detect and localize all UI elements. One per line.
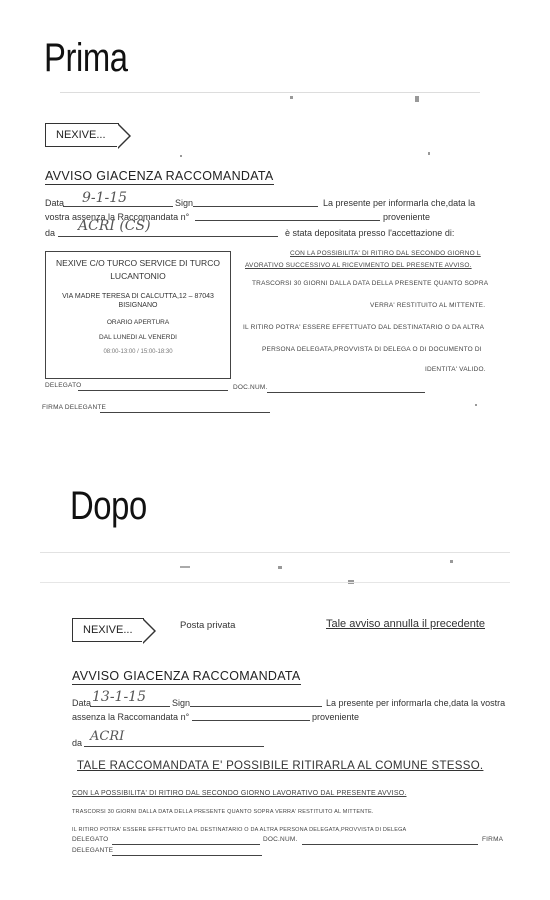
docnum-label: DOC.NUM.: [233, 384, 268, 391]
note-4: VERRA' RESTITUITO AL MITTENTE.: [370, 302, 486, 309]
data-label-dopo: Data: [72, 698, 92, 708]
assenza-text: assenza la Raccomandata n°: [72, 712, 190, 722]
firma-delegante-label: FIRMA DELEGANTE: [42, 404, 107, 411]
avviso-title: AVVISO GIACENZA RACCOMANDATA: [45, 169, 274, 183]
office-hours: 08:00-13:00 / 15:00-18:30: [103, 349, 173, 355]
prima-heading: Prima: [44, 36, 128, 80]
office-orario: ORARIO APERTURA: [106, 319, 170, 326]
annulla-text: Tale avviso annulla il precedente: [326, 618, 485, 630]
office-name2: LUCANTONIO: [110, 271, 166, 281]
note-7: IDENTITA' VALIDO.: [425, 366, 486, 373]
presente-text-dopo: La presente per informarla che,data la vostra: [326, 698, 506, 708]
sign-label-dopo: Sign: [172, 698, 191, 708]
delegante-label-dopo: DELEGANTE: [72, 847, 114, 854]
note-1: CON LA POSSIBILITA' DI RITIRO DAL SECONDO GIORNO L: [290, 250, 481, 257]
avviso-title-dopo: AVVISO GIACENZA RACCOMANDATA: [72, 669, 301, 683]
nexive-tag-dopo: [72, 618, 144, 642]
nexive-tag-label: NEXIVE...: [56, 129, 106, 141]
vostra-text: vostra assenza la Raccomandata n°: [45, 212, 190, 222]
note-2: AVORATIVO SUCCESSIVO AL RICEVIMENTO DEL PRESENTE AVVISO.: [245, 262, 472, 269]
proveniente-text: proveniente: [383, 212, 431, 222]
presente-text: La presente per informarla che,data la: [323, 198, 476, 208]
note-6: PERSONA DELEGATA,PROVVISTA DI DELEGA O DI DOCUMENTO DI: [262, 346, 482, 353]
ritiro-text: IL RITIRO POTRA' ESSERE EFFETTUATO DAL DESTINATARIO O DA ALTRA PERSONA DELEGATA,PROVVISTA DI DELEGA: [72, 827, 407, 833]
nexive-tag: [45, 123, 119, 147]
office-box: [45, 251, 231, 379]
nexive-tag-dopo-label: NEXIVE...: [83, 624, 133, 636]
data-label: Data: [45, 198, 65, 208]
depositata-text: è stata depositata presso l'accettazione di:: [285, 228, 455, 238]
firma-label-dopo: FIRMA: [482, 836, 504, 843]
trascorsi-text: TRASCORSI 30 GIORNI DALLA DATA DELLA PRESENTE QUANTO SOPRA VERRA' RESTITUITO AL MITTENTE.: [72, 809, 374, 815]
sign-label: Sign: [175, 198, 194, 208]
da-label-dopo: da: [72, 738, 83, 748]
da-label: da: [45, 228, 56, 238]
office-name1: NEXIVE C/O TURCO SERVICE DI TURCO: [56, 258, 220, 268]
data-handwritten-dopo: 13-1-15: [92, 689, 146, 705]
office-city: BISIGNANO: [118, 302, 158, 309]
possibilita-text: CON LA POSSIBILITA' DI RITIRO DAL SECONDO GIORNO LAVORATIVO DAL PRESENTE AVVISO.: [72, 790, 407, 797]
note-3: TRASCORSI 30 GIORNI DALLA DATA DELLA PRESENTE QUANTO SOPRA: [252, 280, 489, 287]
data-handwritten: 9-1-15: [82, 190, 128, 206]
note-5: IL RITIRO POTRA' ESSERE EFFETTUATO DAL DESTINATARIO O DA ALTRA: [243, 324, 485, 331]
docnum-label-dopo: DOC.NUM.: [263, 836, 298, 843]
office-address: VIA MADRE TERESA DI CALCUTTA,12 – 87043: [62, 293, 214, 300]
delegato-label-dopo: DELEGATO: [72, 836, 109, 843]
da-handwritten-dopo: ACRI: [90, 729, 125, 744]
dopo-heading: Dopo: [70, 484, 147, 528]
delegato-label: DELEGATO: [45, 382, 82, 389]
comune-text: TALE RACCOMANDATA E' POSSIBILE RITIRARLA AL COMUNE STESSO.: [77, 760, 484, 772]
posta-privata: Posta privata: [180, 620, 236, 631]
proveniente-text-dopo: proveniente: [312, 712, 360, 722]
da-handwritten: ACRI (CS): [78, 218, 151, 234]
office-days: DAL LUNEDI AL VENERDI: [99, 334, 177, 341]
